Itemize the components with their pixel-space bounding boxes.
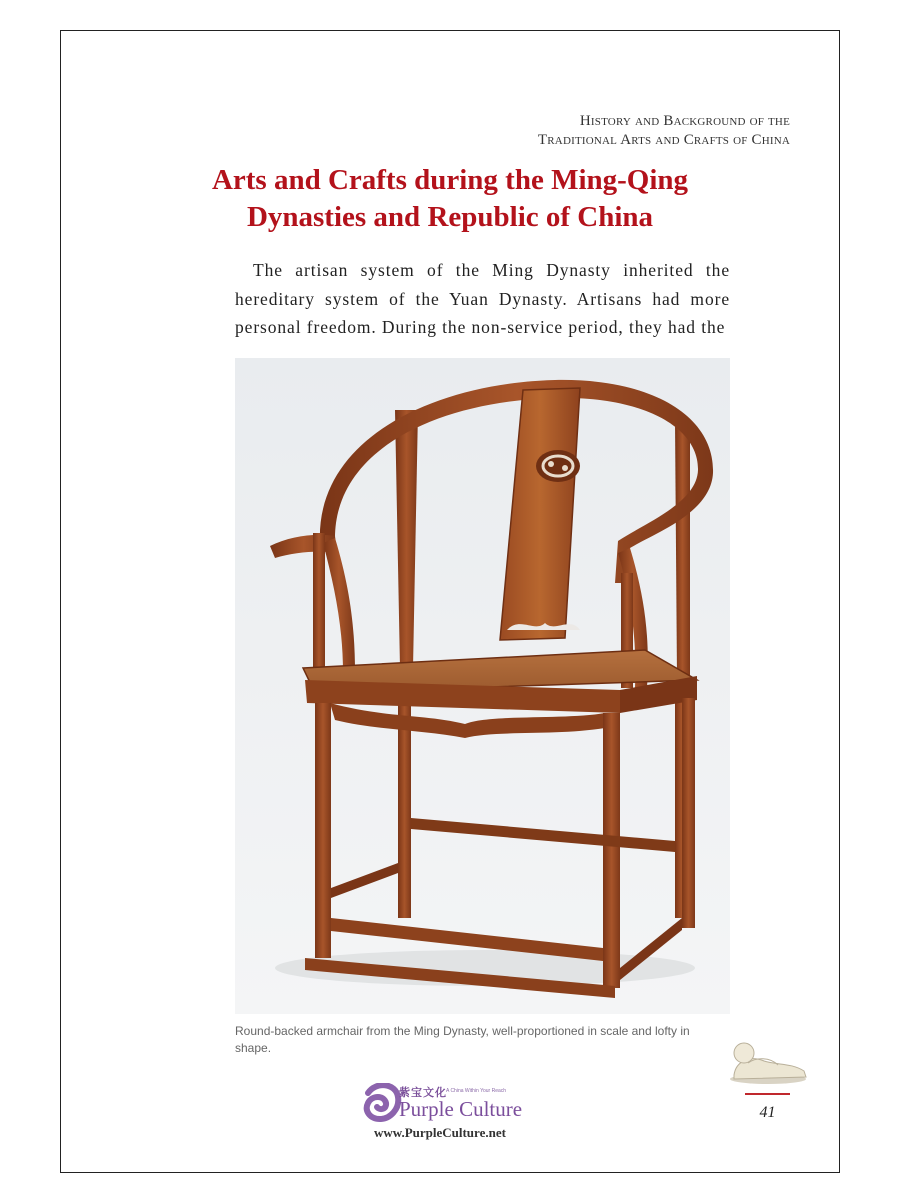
purple-culture-logo-icon: [362, 1083, 402, 1127]
page-title-line-2: Dynasties and Republic of China: [246, 201, 654, 233]
watermark-brand: Purple Culture: [399, 1097, 523, 1121]
armchair-illustration: [235, 358, 730, 1014]
watermark-tagline: A China Within Your Reach: [446, 1088, 507, 1094]
porcelain-figurine-icon: [722, 1035, 812, 1085]
purple-culture-watermark: [362, 1083, 562, 1148]
armchair-photo: [235, 358, 730, 1014]
body-paragraph: The artisan system of the Ming Dynasty inherited the hereditary system of the Yuan Dynasty. Artisans had more personal freedom. During the non-service period, they had the: [235, 260, 730, 337]
figure-caption: Round-backed armchair from the Ming Dynasty, well-proportioned in scale and lofty in shape.: [235, 1024, 690, 1055]
page-title-line-1: Arts and Crafts during the Ming-Qing: [211, 164, 689, 196]
page-number: 41: [759, 1104, 776, 1121]
running-header-line-1: History and Background of the: [579, 113, 790, 129]
page-number-rule: [745, 1093, 790, 1095]
watermark-url: www.PurpleCulture.net: [374, 1125, 506, 1140]
page-title: [160, 162, 740, 236]
running-header: [538, 112, 790, 150]
running-header-line-2: Traditional Arts and Crafts of China: [537, 132, 790, 148]
watermark-chinese-name: 紫宝文化: [399, 1086, 447, 1099]
